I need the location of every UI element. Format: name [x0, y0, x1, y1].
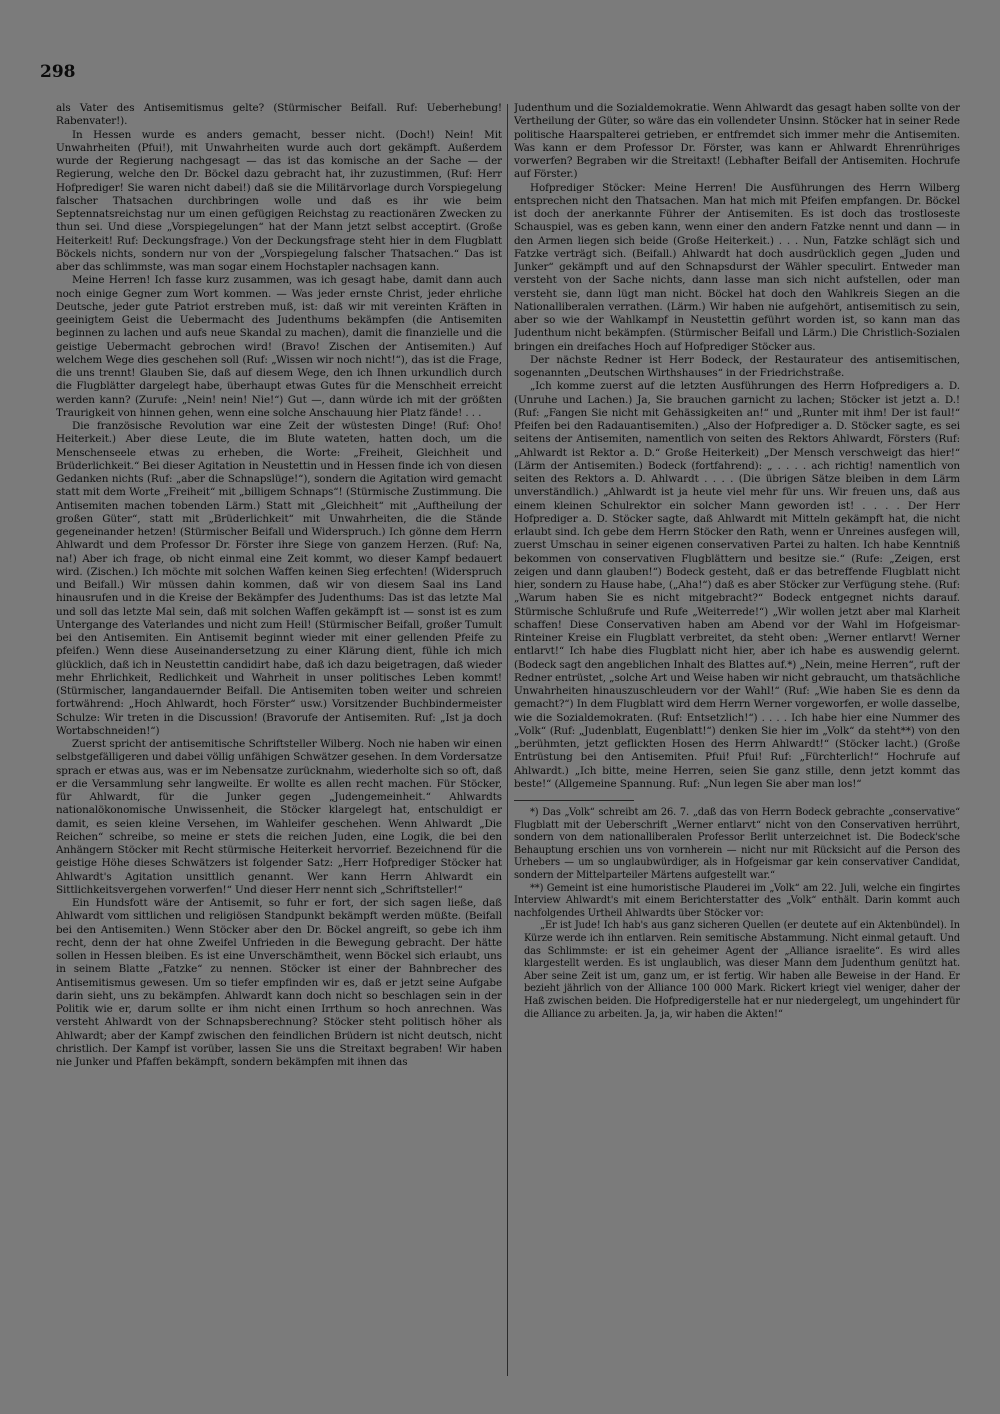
right-column — [514, 102, 960, 1382]
page-number: 298 — [40, 62, 76, 82]
paragraph: als Vater des Antisemitismus gelte? (Stürmischer Beifall. Ruf: Ueberhebung! Rabenvater!). — [56, 102, 502, 128]
paragraph: Meine Herren! Ich fasse kurz zusammen, was ich gesagt habe, damit dann auch noch einige Gegner zum Wort kommen. — Was jeder ernste Christ, jeder ehrliche Deutsche, jeder gute Patriot erstreben muß, ist: daß wir mit vereinten Kräften in geeinigtem Geist die Uebermacht des Judenthums bekämpfen (die Antisemiten beginnen zu lachen und aufs neue Skandal zu machen), damit die finanzielle und die geistige Uebermacht gebrochen wird! (Bravo! Zischen der Antisemiten.) Auf welchem Wege dies geschehen soll (Ruf: „Wissen wir noch nicht!“), das ist die Frage, die uns trennt! Glauben Sie, daß auf diesem Wege, den ich Ihnen urkundlich durch die Flugblätter dargelegt habe, überhaupt etwas Gutes für die Menschheit erreicht werden kann? (Zurufe: „Nein! nein! Nie!“) Gut —, dann würde ich mit der größten Traurigkeit von hinnen gehen, wenn eine solche Anschauung hier Platz fände! . . . — [56, 274, 502, 419]
left-column — [56, 102, 502, 1382]
paragraph: Ein Hundsfott wäre der Antisemit, so fuhr er fort, der sich sagen ließe, daß Ahlwardt vom sittlichen und religiösen Standpunkt bekämpft werden müßte. (Beifall bei den Antisemiten.) Wenn Stöcker aber den Dr. Böckel angreift, so gebe ich ihm recht, denn der hat ohne Zweifel Unfrieden in die Bewegung gebracht. Der hätte sollen in Hessen bleiben. Es ist eine Unverschämtheit, wenn Böckel sich erlaubt, uns in seinem Blatte „Fatzke“ zu nennen. Stöcker ist einer der Bahnbrecher des Antisemitismus gewesen. Um so tiefer empfinden wir es, daß er jetzt seine Aufgabe darin sieht, uns zu bekämpfen. Ahlwardt kann doch nicht so beschlagen sein in der Politik wie er, darum sollte er ihm nicht einen Irrthum so hoch anrechnen. Was versteht Ahlwardt von der Schnapsberechnung? Stöcker steht politisch höher als Ahlwardt; aber der Kampf zwischen den feindlichen Brüdern ist nicht deutsch, nicht christlich. Der Kampf ist vorüber, lassen Sie uns die Streitaxt begraben! Wir haben nie Junker und Pfaffen bekämpft, sondern bekämpfen mit ihnen das — [56, 897, 502, 1068]
column-divider — [507, 104, 508, 1376]
footnote-quote: „Er ist Jude! Ich hab's aus ganz sicheren Quellen (er deutete auf ein Aktenbündel). In Kürze werde ich ihn entlarven. Rein semitische Abstammung. Nicht einmal getauft. Und das Schlimmste: er ist ein geheimer Agent der „Alliance israelite“. Es wird alles klargestellt werden. Es ist unglaublich, was dieser Mann dem Judenthum genützt hat. Aber seine Zeit ist um, ganz um, er ist fertig. Wir haben alle Beweise in der Hand. Er bezieht jährlich von der Alliance 100 000 Mark. Rickert kriegt viel weniger, daher der Haß zwischen beiden. Die Hofpredigerstelle hat er nur niedergelegt, um ungehindert für die Alliance zu arbeiten. Ja, ja, wir haben die Akten!“ — [524, 920, 960, 1020]
paragraph: In Hessen wurde es anders gemacht, besser nicht. (Doch!) Nein! Mit Unwahrheiten (Pfui!), mit Unwahrheiten wurde auch dort gekämpft. Außerdem wurde der Regierung nachgesagt — das ist das komische an der Sache — der Regierung, welche den Dr. Böckel dazu gebracht hat, ihr zuzustimmen, (Ruf: Herr Hofprediger! Sie waren nicht dabei!) daß sie die Militärvorlage durch Vorspiegelung falscher Thatsachen durchbringen wolle und daß es ihr wie beim Septennatsreichstag nur um einen gefügigen Reichstag zu reactionären Zwecken zu thun sei. Und diese „Vorspiegelungen“ hat der Mann jetzt selbst acceptirt. (Große Heiterkeit! Ruf: Deckungsfrage.) Von der Deckungsfrage steht hier in dem Flugblatt Böckels nichts, sondern nur von der „Vorspiegelung falscher Thatsachen.“ Das ist aber das schlimmste, was man sogar einem Hochstapler nachsagen kann. — [56, 128, 502, 273]
paragraph: „Ich komme zuerst auf die letzten Ausführungen des Herrn Hofpredigers a. D. (Unruhe und Lachen.) Ja, Sie brauchen garnicht zu lachen; Stöcker ist jetzt a. D.! (Ruf: „Fangen Sie nicht mit Gehässigkeiten an!“ und „Runter mit ihm! Der ist faul!“ Pfeifen bei den Radauantisemiten.) „Also der Hofprediger a. D. Stöcker sagte, es sei seitens der Antisemiten, namentlich von seiten des Rektors Ahlwardt, Försters (Ruf: „Ahlwardt ist Rektor a. D.“ Große Heiterkeit) „Der Mensch verschweigt das hier!“ (Lärm der Antisemiten.) Bodeck (fortfahrend): „ . . . . ach richtig! namentlich von seiten des Rektors a. D. Ahlwardt . . . . (Die übrigen Sätze bleiben in dem Lärm unverständlich.) „Ahlwardt ist ja heute viel mehr für uns. Wir freuen uns, daß aus einem kleinen Schulrektor ein solcher Mann geworden ist! . . . . Der Herr Hofprediger a. D. Stöcker sagte, daß Ahlwardt mit Mitteln gekämpft hat, die nicht erlaubt sind. Ich gebe dem Herrn Stöcker den Rath, wenn er Unreines ausfegen will, zuerst Umschau in seiner eigenen conservativen Partei zu halten. Ich habe Kenntniß bekommen von conservativen Flugblättern und besitze sie.“ (Rufe: „Zeigen, erst zeigen und dann glauben!“) Bodeck gesteht, daß er das betreffende Flugblatt nicht hier, sondern zu Hause habe, („Aha!“) daß es aber Stöcker zur Verfügung stehe. (Ruf: „Warum haben Sie es nicht mitgebracht?“ Bodeck entgegnet nichts darauf. Stürmische Schlußrufe und Rufe „Weiterrede!“) „Wir wollen jetzt aber mal Klarheit schaffen! Diese Conservativen haben am Abend vor der Wahl im Hofgeismar-Rinteiner Kreise ein Flugblatt verbreitet, da steht oben: „Werner entlarvt! Werner entlarvt!“ Ich habe dies Flugblatt nicht hier, aber ich habe es auswendig gelernt. (Bodeck sagt den angeblichen Inhalt des Blattes auf.*) „Nein, meine Herren“, ruft der Redner entrüstet, „solche Art und Weise haben wir nicht gebraucht, um thatsächliche Unwahrheiten hinauszuschleudern vor der Wahl!“ (Ruf: „Wie haben Sie es denn da gemacht?“) In dem Flugblatt wird dem Herrn Werner vorgeworfen, er wolle dasselbe, wie die Sozialdemokraten. (Ruf: Entsetzlich!“) . . . . Ich habe hier eine Nummer des „Volk“ (Ruf: „Judenblatt, Eugenblatt!“) denken Sie hier im „Volk“ da steht**) von den „berühmten, jetzt geflickten Hosen des Herrn Ahlwardt!“ (Stöcker lacht.) (Große Entrüstung bei den Antisemiten. Pfui! Pfui! Ruf: „Fürchterlich!“ Hochrufe auf Ahlwardt.) „Ich bitte, meine Herren, seien Sie ganz stille, denn jetzt kommt das beste!“ (Allgemeine Spannung. Ruf: „Nun legen Sie aber man los!“ — [514, 380, 960, 790]
paragraph: Die französische Revolution war eine Zeit der wüstesten Dinge! (Ruf: Oho! Heiterkeit.) Aber diese Leute, die im Blute wateten, hatten doch, um die Menschenseele etwas zu erheben, die Worte: „Freiheit, Gleichheit und Brüderlichkeit.“ Bei dieser Agitation in Neustettin und in Hessen finde ich von diesen Gedanken nichts (Ruf: „aber die Schnapslüge!“), sondern die Agitation wird gemacht statt mit dem Worte „Freiheit“ mit „billigem Schnaps“! (Stürmische Zustimmung. Die Antisemiten machen tobenden Lärm.) Statt mit „Gleichheit“ mit „Auftheilung der großen Güter“, statt mit „Brüderlichkeit“ mit Unwahrheiten, die die Stände gegeneinander hetzen! (Stürmischer Beifall und Widerspruch.) Ich gönne dem Herrn Ahlwardt und dem Professor Dr. Förster ihre Siege von ganzem Herzen. (Ruf: Na, na!) Aber ich frage, ob nicht einmal eine Zeit kommt, wo dieser Kampf bedauert wird. (Zischen.) Ich möchte mit solchen Waffen keinen Sieg erfechten! (Widerspruch und Beifall.) Wir müssen dahin kommen, daß wir von diesem Saal ins Land hinausrufen und in die Kreise der Bekämpfer des Judenthums: Das ist das letzte Mal und soll das letzte Mal sein, daß mit solchen Waffen gekämpft ist — sonst ist es zum Untergange des Vaterlandes und nicht zum Heil! (Stürmischer Beifall, großer Tumult bei den Antisemiten. Ein Antisemit beginnt wieder mit einer gellenden Pfeife zu pfeifen.) Wenn diese Auseinandersetzung zu einer Klärung dient, fühle ich mich glücklich, daß ich in Neustettin candidirt habe, daß ich dazu beigetragen, daß wieder mehr Ehrlichkeit, Redlichkeit und Wahrheit in unser politisches Leben kommt! (Stürmischer, langandauernder Beifall. Die Antisemiten toben weiter und schreien fortwährend: „Hoch Ahlwardt, hoch Förster“ usw.) Vorsitzender Buchbindermeister Schulze: Wir treten in die Discussion! (Bravorufe der Antisemiten. Ruf: „Ist ja doch Wortabschneiden!“) — [56, 420, 502, 737]
paragraph: Hofprediger Stöcker: Meine Herren! Die Ausführungen des Herrn Wilberg entsprechen nicht den Thatsachen. Man hat mich mit Pfeifen empfangen. Dr. Böckel ist doch der anerkannte Führer der Antisemiten. Es ist doch das trostloseste Schauspiel, was es geben kann, wenn einer den andern Fatzke nennt und dann — in den Armen liegen sich beide (Große Heiterkeit.) . . . Nun, Fatzke schlägt sich und Fatzke verträgt sich. (Beifall.) Ahlwardt hat doch ausdrücklich gegen „Juden und Junker“ gekämpft und auf den Schnapsdurst der Wähler speculirt. Entweder man versteht von der Sache nichts, dann lasse man sich nicht aufstellen, oder man versteht sie, dann lügt man nicht. Böckel hat doch den Wahlkreis Siegen an die Nationalliberalen verrathen. (Lärm.) Wir haben nie aufgehört, antisemitisch zu sein, aber so wie der Wahlkampf in Neustettin geführt worden ist, so kann man das Judenthum nicht bekämpfen. (Stürmischer Beifall und Lärm.) Die Christlich-Sozialen bringen ein dreifaches Hoch auf Hofprediger Stöcker aus. — [514, 181, 960, 353]
paragraph: Der nächste Redner ist Herr Bodeck, der Restaurateur des antisemitischen, sogenannten „Deutschen Wirthshauses“ in der Friedrichstraße. — [514, 353, 960, 379]
footnote: *) Das „Volk“ schreibt am 26. 7. „daß das von Herrn Bodeck gebrachte „conservative“ Flugblatt mit der Ueberschrift „Werner entlarvt“ nicht von den Conservativen herrührt, sondern von dem nationalliberalen Professor Berlit unterzeichnet ist. Die Bodeck'sche Behauptung erschien uns von vornherein — nicht nur mit Rücksicht auf die Person des Urhebers — um so unglaubwürdiger, als in Hofgeismar gar kein conservativer Candidat, sondern der Mittelparteiler Märtens aufgestellt war.“ — [514, 807, 960, 881]
paragraph: Judenthum und die Sozialdemokratie. Wenn Ahlwardt das gesagt haben sollte von der Vertheilung der Güter, so wäre das ein vollendeter Unsinn. Stöcker hat in seiner Rede politische Haarspaltereі getrieben, er entfremdet sich immer mehr die Antisemiten. Was kann er dem Professor Dr. Förster, was kann er Ahlwardt Ehrenrühriges vorwerfen? Begraben wir die Streitaxt! (Lebhafter Beifall der Antisemiten. Hochrufe auf Förster.) — [514, 102, 960, 181]
paragraph: Zuerst spricht der antisemitische Schriftsteller Wilberg. Noch nie haben wir einen selbstgefälligeren und dabei völlig unfähigen Schwätzer gesehen. In dem Vordersatze sprach er etwas aus, was er im Nebensatze zurücknahm, wiederholte sich so oft, daß er die Versammlung sehr langweilte. Er wollte es allen recht machen. Für Stöcker, für Ahlwardt, für die Junker gegen „Judengemeinheit.“ Ahlwardts nationalökonomische Unwissenheit, die Stöcker klargelegt hat, entschuldigt er damit, es seien kleine Versehen, im Wahleifer geschehen. Wenn Ahlwardt „Die Reichen“ schreibe, so meine er stets die reichen Juden, eine Logik, die bei den Anhängern Stöcker mit Recht stürmische Heiterkeit hervorrief. Bezeichnend für die geistige Höhe dieses Schwätzers ist folgender Satz: „Herr Hofprediger Stöcker hat Ahlwardt's Agitation unsittlich genannt. Wer kann Herrn Ahlwardt ein Sittlichkeitsvergehen vorwerfen!“ Und dieser Herr nennt sich „Schriftsteller!“ — [56, 738, 502, 896]
footnote-divider — [514, 800, 634, 801]
footnote: **) Gemeint ist eine humoristische Plauderei im „Volk“ am 22. Juli, welche ein fingirtes Interview Ahlwardt's mit einem Berichterstatter des „Volk“ enthält. Darin kommt auch nachfolgendes Urtheil Ahlwardts über Stöcker vor: — [514, 882, 960, 919]
